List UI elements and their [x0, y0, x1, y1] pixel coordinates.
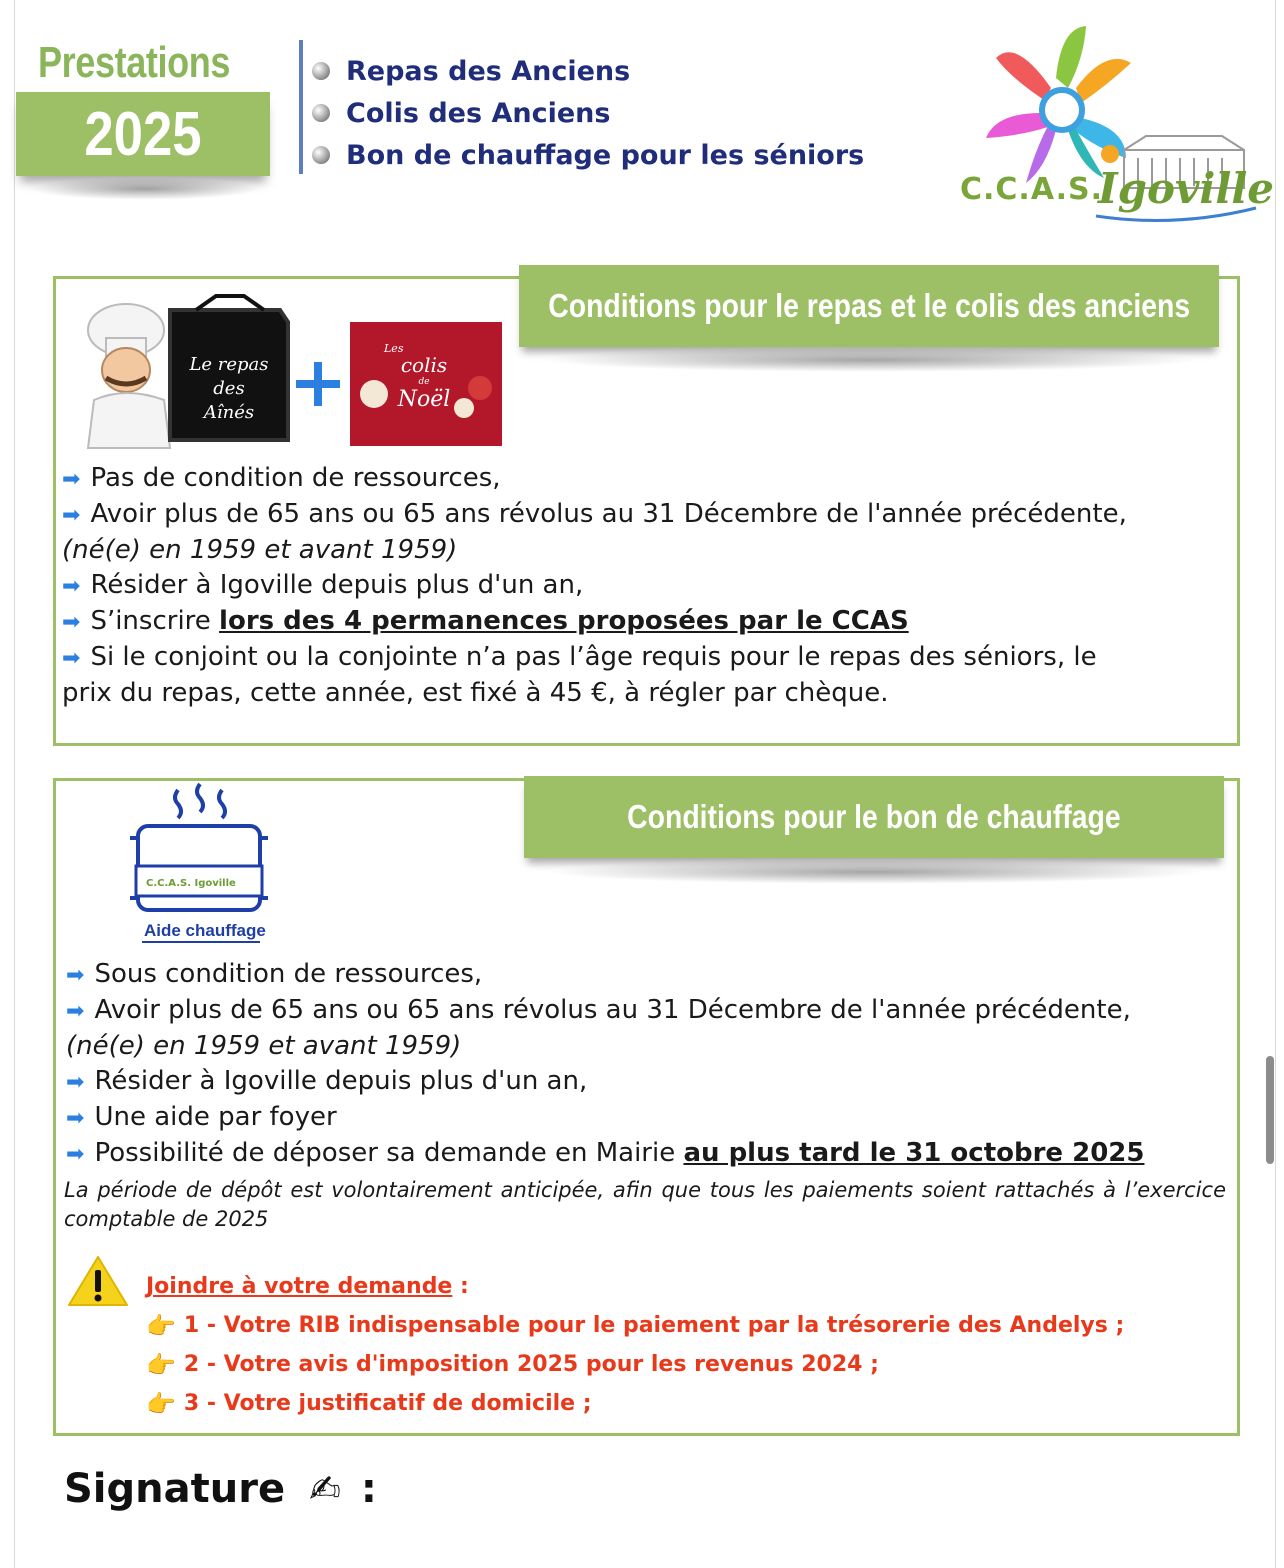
chalkboard-icon	[170, 296, 288, 440]
writing-hand-icon: ✍	[309, 1467, 341, 1511]
condition-line: ➡ Avoir plus de 65 ans ou 65 ans révolus au 31 Décembre de l'année précédente,	[66, 995, 1131, 1025]
bullet-ball-icon	[312, 104, 330, 122]
arrow-right-icon: ➡	[62, 610, 81, 635]
arrow-right-icon: ➡	[62, 467, 81, 492]
plus-icon	[296, 362, 340, 406]
prestation-item: Bon de chauffage pour les séniors	[312, 134, 864, 176]
year-label: 2025	[84, 99, 202, 169]
arrow-right-icon: ➡	[66, 1142, 85, 1167]
repas-colis-illustration	[84, 290, 504, 450]
attachment-item: 👉 1 - Votre RIB indispensable pour le paiement par la trésorerie des Andelys ;	[146, 1311, 1125, 1340]
condition-line: (né(e) en 1959 et avant 1959)	[66, 1031, 462, 1061]
section1-ribbon-shadow	[540, 348, 1200, 372]
scrollbar-thumb[interactable]	[1266, 1056, 1274, 1164]
bullet-ball-icon	[312, 62, 330, 80]
condition-line: ➡ Si le conjoint ou la conjointe n’a pas l’âge requis pour le repas des séniors, le	[62, 642, 1097, 672]
christmas-card-icon	[350, 322, 502, 446]
year-banner	[16, 92, 270, 176]
condition-line: prix du repas, cette année, est fixé à 45 €, à régler par chèque.	[62, 678, 889, 708]
condition-line: ➡ Possibilité de déposer sa demande en Mairie au plus tard le 31 octobre 2025	[66, 1138, 1145, 1168]
arrow-right-icon: ➡	[66, 1070, 85, 1095]
prestations-list	[312, 50, 864, 176]
section1-title: Conditions pour le repas et le colis des anciens	[548, 287, 1190, 324]
logo-ccas-text: C.C.A.S.	[960, 172, 1103, 207]
aide-chauffage-icon	[126, 780, 272, 946]
pointing-hand-icon: 👉	[146, 1389, 176, 1418]
header-divider	[299, 40, 303, 174]
prestations-title: Prestations	[38, 38, 230, 87]
attachments-title: Joindre à votre demande :	[146, 1274, 469, 1299]
card-line: de	[418, 377, 430, 387]
attachment-item: 👉 3 - Votre justificatif de domicile ;	[146, 1389, 592, 1418]
arrow-right-icon: ➡	[66, 999, 85, 1024]
deposit-note: La période de dépôt est volontairement anticipée, afin que tous les paiements soient rattachés à l’exercice comptable de 2025	[64, 1178, 1226, 1231]
chef-icon	[88, 304, 170, 448]
pointing-hand-icon: 👉	[146, 1350, 176, 1379]
attachment-item: 👉 2 - Votre avis d'imposition 2025 pour les revenus 2024 ;	[146, 1350, 879, 1379]
warning-icon	[66, 1254, 130, 1308]
arrow-right-icon: ➡	[62, 646, 81, 671]
signature-line	[64, 1466, 377, 1512]
attachments-list	[146, 1306, 1124, 1423]
radiator-brand: C.C.A.S. Igoville	[146, 878, 236, 889]
year-banner-shadow	[30, 178, 260, 200]
card-line: Noël	[397, 387, 451, 412]
signature-label: Signature	[64, 1466, 286, 1512]
aide-chauffage-label: Aide chauffage	[144, 921, 266, 940]
bullet-ball-icon	[312, 146, 330, 164]
condition-line: ➡ Avoir plus de 65 ans ou 65 ans révolus au 31 Décembre de l'année précédente,	[62, 499, 1127, 529]
arrow-right-icon: ➡	[66, 963, 85, 988]
pointing-hand-icon: 👉	[146, 1311, 176, 1340]
condition-line: ➡ Sous condition de ressources,	[66, 959, 483, 989]
section1-ribbon	[519, 265, 1219, 347]
section2-title: Conditions pour le bon de chauffage	[627, 798, 1121, 835]
card-line: Les	[384, 342, 404, 355]
condition-line: (né(e) en 1959 et avant 1959)	[62, 535, 458, 565]
chalk-line: des	[213, 378, 245, 399]
arrow-right-icon: ➡	[62, 503, 81, 528]
section2-conditions	[66, 957, 1144, 1172]
condition-line: ➡ S’inscrire lors des 4 permanences proposées par le CCAS	[62, 606, 909, 636]
chalk-line: Le repas	[189, 354, 269, 375]
arrow-right-icon: ➡	[66, 1106, 85, 1131]
chalk-line: Aînés	[203, 402, 255, 423]
logo-igoville-text: Igoville	[1098, 164, 1275, 213]
section1-conditions	[62, 461, 1127, 711]
condition-line: ➡ Résider à Igoville depuis plus d'un an,	[62, 570, 584, 600]
prestation-item: Colis des Anciens	[312, 92, 864, 134]
condition-line: ➡ Résider à Igoville depuis plus d'un an,	[66, 1066, 588, 1096]
section2-ribbon	[524, 776, 1224, 858]
section2-ribbon-shadow	[544, 860, 1204, 884]
card-line: colis	[400, 353, 448, 377]
condition-line: ➡ Une aide par foyer	[66, 1102, 337, 1132]
arrow-right-icon: ➡	[62, 574, 81, 599]
condition-line: ➡ Pas de condition de ressources,	[62, 463, 501, 493]
prestation-item: Repas des Anciens	[312, 50, 864, 92]
signature-colon: :	[360, 1466, 377, 1512]
